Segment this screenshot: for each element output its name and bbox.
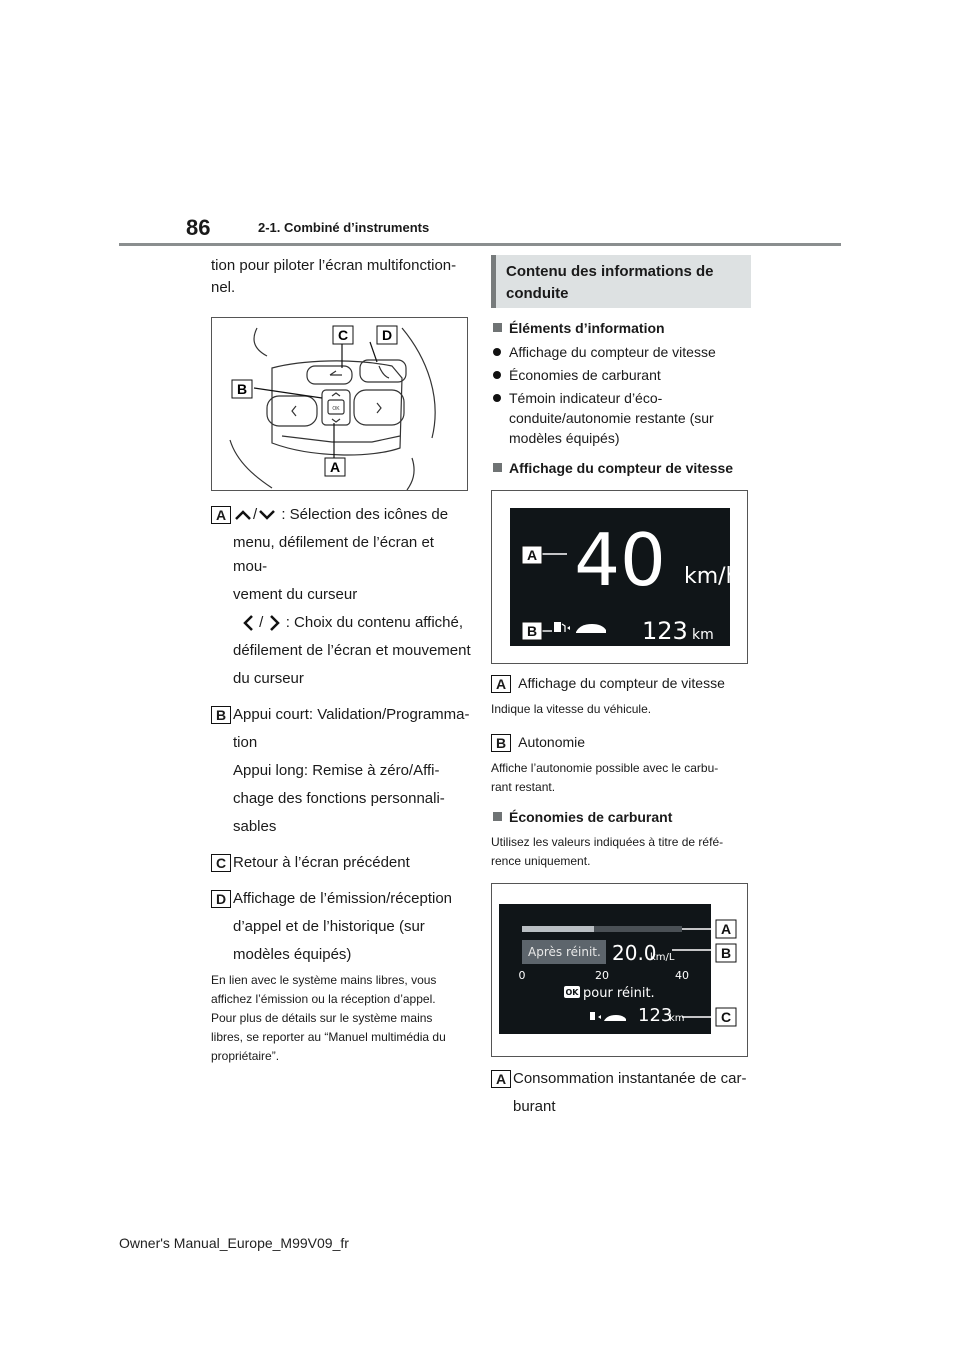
speed-b-text: Autonomie bbox=[518, 734, 586, 750]
chevron-up-icon bbox=[233, 508, 253, 522]
note-line-3: Pour plus de détails sur le système mains bbox=[211, 1011, 433, 1025]
fuel-label-c: C bbox=[720, 1009, 732, 1025]
range-value: 123 bbox=[642, 617, 688, 645]
fuel-desc-line-1: Utilisez les valeurs indiquées à titre de réfé- bbox=[491, 835, 724, 849]
speed-b-desc-line bbox=[491, 731, 751, 753]
intro-line-2: nel. bbox=[211, 279, 236, 296]
footer-text: Owner's Manual_Europe_M99V09_fr bbox=[119, 1235, 349, 1251]
fuel-range-value: 123 bbox=[638, 1005, 673, 1026]
def-a-line-5: défilement de l’écran et mouvement bbox=[233, 642, 471, 659]
label-b: B bbox=[211, 706, 231, 724]
def-b-line-2: tion bbox=[233, 734, 258, 751]
def-a-line-3: vement du curseur bbox=[233, 586, 358, 603]
header-rule bbox=[119, 243, 841, 246]
wheel-label-c: C bbox=[337, 327, 349, 343]
page-number: 86 bbox=[186, 215, 211, 240]
definition-b bbox=[211, 703, 471, 839]
ok-button-text: OK bbox=[332, 406, 340, 412]
note-line-4: libres, se reporter au “Manuel multimédia du bbox=[211, 1030, 446, 1044]
definition-d bbox=[211, 887, 471, 967]
fuel-unit: km/L bbox=[650, 952, 675, 963]
desc-label-b: B bbox=[491, 734, 511, 752]
after-reset-text: Après réinit. bbox=[528, 945, 601, 959]
speed-label-b: B bbox=[526, 623, 538, 639]
bullet-3-line-3: modèles équipés) bbox=[509, 430, 620, 446]
note-line-2: affichez l’émission ou la réception d’appel. bbox=[211, 992, 436, 1006]
def-d-line-3: modèles équipés) bbox=[233, 946, 352, 963]
fuel-a-line-2: burant bbox=[513, 1098, 556, 1115]
speed-label-a: A bbox=[526, 547, 538, 563]
definition-a bbox=[211, 503, 471, 691]
fuel-economy-illustration bbox=[492, 884, 747, 1056]
slash-left-right: / bbox=[259, 614, 264, 631]
speed-display-heading: Affichage du compteur de vitesse bbox=[491, 458, 751, 478]
wheel-label-a: A bbox=[329, 459, 341, 475]
speed-a-text: Affichage du compteur de vitesse bbox=[518, 675, 725, 691]
slash-up-down: / bbox=[253, 506, 258, 523]
def-b-line-3: Appui long: Remise à zéro/Affi- bbox=[233, 762, 440, 779]
driving-info-heading bbox=[491, 255, 751, 308]
desc-label-a: A bbox=[491, 675, 511, 693]
fuel-a-line-1: Consommation instantanée de car- bbox=[513, 1070, 747, 1087]
fuel-range-unit: km bbox=[669, 1013, 685, 1024]
scale-20: 20 bbox=[595, 969, 609, 982]
fuel-pump-icon-small bbox=[590, 1012, 595, 1020]
speed-a-desc-line bbox=[491, 672, 751, 694]
def-b-line-1: Appui court: Validation/Programma- bbox=[233, 706, 470, 723]
speed-value: 40 bbox=[574, 518, 666, 602]
right-column bbox=[491, 255, 751, 1123]
fuel-economy-heading: Économies de carburant bbox=[491, 807, 751, 827]
fuel-bar-fill bbox=[522, 926, 594, 932]
heading-line-2: conduite bbox=[506, 285, 569, 302]
speed-unit: km/h bbox=[684, 564, 740, 589]
def-d-line-1: Affichage de l’émission/réception bbox=[233, 890, 453, 907]
label-d: D bbox=[211, 890, 231, 908]
def-b-line-4: chage des fonctions personnali- bbox=[233, 790, 445, 807]
speed-b-description bbox=[491, 759, 751, 797]
def-a-line-6: du curseur bbox=[233, 670, 304, 687]
label-a: A bbox=[211, 506, 231, 524]
scale-40: 40 bbox=[675, 969, 689, 982]
reset-hint: pour réinit. bbox=[583, 986, 655, 1001]
range-unit: km bbox=[692, 627, 714, 643]
def-a-line-2: menu, défilement de l’écran et mou- bbox=[233, 534, 434, 575]
fuel-a-definition bbox=[491, 1067, 751, 1119]
chevron-right-icon bbox=[268, 613, 282, 633]
speed-b-desc-line-2: rant restant. bbox=[491, 780, 556, 794]
def-a-line-4-text: : Choix du contenu affiché, bbox=[285, 614, 464, 631]
fuel-desc-label-a: A bbox=[491, 1070, 511, 1088]
section-title: 2-1. Combiné d’instruments bbox=[258, 220, 430, 235]
speed-a-description: Indique la vitesse du véhicule. bbox=[491, 702, 652, 716]
chevron-down-icon bbox=[257, 508, 277, 522]
fuel-economy-figure bbox=[491, 883, 748, 1057]
bullet-eco-indicator bbox=[491, 388, 751, 448]
fuel-label-a: A bbox=[720, 921, 732, 937]
intro-text bbox=[211, 255, 471, 299]
label-c: C bbox=[211, 854, 231, 872]
def-b-line-5: sables bbox=[233, 818, 277, 835]
heading-line-1: Contenu des informations de bbox=[506, 263, 714, 280]
def-a-line-1-text: : Sélection des icônes de bbox=[281, 506, 449, 523]
note-line-1: En lien avec le système mains libres, vous bbox=[211, 973, 437, 987]
chevron-left-icon bbox=[241, 613, 255, 633]
hands-free-note bbox=[211, 971, 471, 1066]
def-c-line-1: Retour à l’écran précédent bbox=[233, 854, 410, 871]
def-d-line-2: d’appel et de l’historique (sur bbox=[233, 918, 425, 935]
speed-display-illustration bbox=[492, 491, 747, 663]
definition-c bbox=[211, 851, 471, 875]
ok-badge-text: OK bbox=[565, 988, 579, 997]
fuel-label-b: B bbox=[720, 945, 732, 961]
speed-b-desc-line-1: Affiche l’autonomie possible avec le carbu- bbox=[491, 761, 719, 775]
def-a-line-1 bbox=[233, 503, 471, 527]
speed-display-figure bbox=[491, 490, 748, 664]
steering-switch-illustration bbox=[212, 318, 467, 490]
wheel-label-d: D bbox=[381, 327, 393, 343]
note-line-5: propriétaire”. bbox=[211, 1049, 280, 1063]
wheel-label-b: B bbox=[236, 381, 248, 397]
fuel-value: 20.0 bbox=[612, 941, 657, 965]
bullet-3-line-1: Témoin indicateur d’éco- bbox=[509, 390, 663, 406]
intro-line-1: tion pour piloter l’écran multifonction- bbox=[211, 257, 457, 274]
fuel-economy-description bbox=[491, 833, 751, 871]
steering-switch-figure bbox=[211, 317, 468, 491]
fuel-desc-line-2: rence uniquement. bbox=[491, 854, 591, 868]
bullet-speedometer: Affichage du compteur de vitesse bbox=[491, 342, 751, 362]
def-a-line-4 bbox=[233, 611, 471, 635]
bullet-3-line-2: conduite/autonomie restante (sur bbox=[509, 410, 714, 426]
bullet-fuel-economy: Économies de carburant bbox=[491, 365, 751, 385]
left-column bbox=[211, 255, 471, 1066]
scale-0: 0 bbox=[518, 969, 526, 982]
info-items-heading: Éléments d’information bbox=[491, 318, 751, 338]
